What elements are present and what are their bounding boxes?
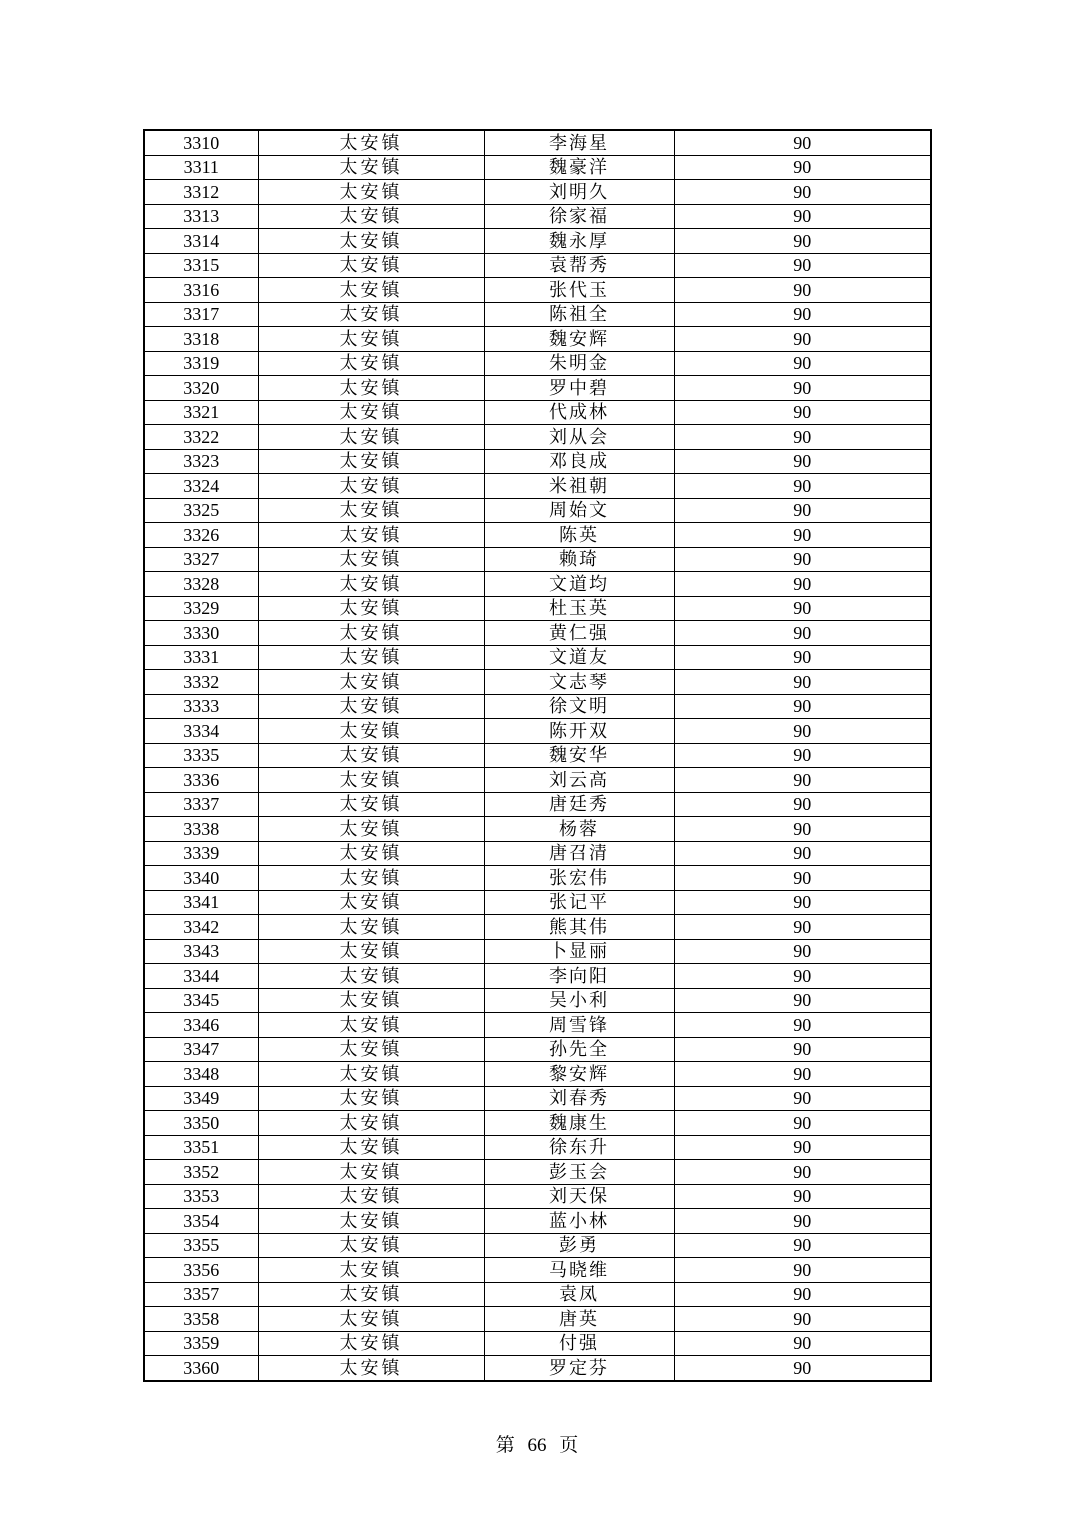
row-index-cell: 3337: [144, 792, 258, 817]
score-cell: 90: [674, 547, 931, 572]
table-row: [144, 988, 931, 1013]
score-cell: 90: [674, 425, 931, 450]
score-cell: 90: [674, 1184, 931, 1209]
town-cell: 太安镇: [258, 229, 484, 254]
table-row: [144, 400, 931, 425]
score-cell: 90: [674, 1160, 931, 1185]
name-cell: 文志琴: [484, 670, 674, 695]
score-cell: 90: [674, 596, 931, 621]
score-cell: 90: [674, 890, 931, 915]
town-cell: 太安镇: [258, 547, 484, 572]
town-cell: 太安镇: [258, 841, 484, 866]
row-index-cell: 3319: [144, 351, 258, 376]
name-cell: 彭勇: [484, 1233, 674, 1258]
name-cell: 魏安辉: [484, 327, 674, 352]
name-cell: 李向阳: [484, 964, 674, 989]
row-index-cell: 3313: [144, 204, 258, 229]
name-cell: 孙先全: [484, 1037, 674, 1062]
table-row: [144, 1258, 931, 1283]
score-cell: 90: [674, 841, 931, 866]
name-cell: 袁帮秀: [484, 253, 674, 278]
table-row: [144, 1111, 931, 1136]
score-cell: 90: [674, 694, 931, 719]
table-row: [144, 645, 931, 670]
row-index-cell: 3338: [144, 817, 258, 842]
row-index-cell: 3314: [144, 229, 258, 254]
name-cell: 文道均: [484, 572, 674, 597]
town-cell: 太安镇: [258, 866, 484, 891]
table-row: [144, 547, 931, 572]
score-cell: 90: [674, 1331, 931, 1356]
score-cell: 90: [674, 939, 931, 964]
score-cell: 90: [674, 351, 931, 376]
score-cell: 90: [674, 1233, 931, 1258]
name-cell: 刘春秀: [484, 1086, 674, 1111]
name-cell: 魏康生: [484, 1111, 674, 1136]
score-cell: 90: [674, 1135, 931, 1160]
row-index-cell: 3333: [144, 694, 258, 719]
page-number: 66: [527, 1435, 547, 1456]
row-index-cell: 3332: [144, 670, 258, 695]
name-cell: 罗定芬: [484, 1356, 674, 1381]
name-cell: 魏永厚: [484, 229, 674, 254]
town-cell: 太安镇: [258, 1331, 484, 1356]
table-row: [144, 817, 931, 842]
row-index-cell: 3349: [144, 1086, 258, 1111]
row-index-cell: 3330: [144, 621, 258, 646]
score-cell: 90: [674, 180, 931, 205]
row-index-cell: 3345: [144, 988, 258, 1013]
row-index-cell: 3325: [144, 498, 258, 523]
score-cell: 90: [674, 572, 931, 597]
name-cell: 卜显丽: [484, 939, 674, 964]
score-cell: 90: [674, 964, 931, 989]
name-cell: 徐文明: [484, 694, 674, 719]
town-cell: 太安镇: [258, 645, 484, 670]
score-cell: 90: [674, 670, 931, 695]
table-row: [144, 253, 931, 278]
town-cell: 太安镇: [258, 1160, 484, 1185]
table-row: [144, 768, 931, 793]
row-index-cell: 3355: [144, 1233, 258, 1258]
score-cell: 90: [674, 523, 931, 548]
row-index-cell: 3357: [144, 1282, 258, 1307]
town-cell: 太安镇: [258, 1307, 484, 1332]
town-cell: 太安镇: [258, 890, 484, 915]
score-cell: 90: [674, 1013, 931, 1038]
town-cell: 太安镇: [258, 621, 484, 646]
row-index-cell: 3323: [144, 449, 258, 474]
table-row: [144, 351, 931, 376]
town-cell: 太安镇: [258, 1209, 484, 1234]
score-cell: 90: [674, 155, 931, 180]
row-index-cell: 3353: [144, 1184, 258, 1209]
row-index-cell: 3317: [144, 302, 258, 327]
town-cell: 太安镇: [258, 376, 484, 401]
row-index-cell: 3312: [144, 180, 258, 205]
name-cell: 刘天保: [484, 1184, 674, 1209]
table-row: [144, 1184, 931, 1209]
town-cell: 太安镇: [258, 155, 484, 180]
name-cell: 赖琦: [484, 547, 674, 572]
town-cell: 太安镇: [258, 792, 484, 817]
table-row: [144, 670, 931, 695]
table-row: [144, 719, 931, 744]
name-cell: 熊其伟: [484, 915, 674, 940]
town-cell: 太安镇: [258, 817, 484, 842]
row-index-cell: 3359: [144, 1331, 258, 1356]
score-cell: 90: [674, 817, 931, 842]
score-cell: 90: [674, 743, 931, 768]
town-cell: 太安镇: [258, 130, 484, 155]
row-index-cell: 3322: [144, 425, 258, 450]
town-cell: 太安镇: [258, 719, 484, 744]
score-cell: 90: [674, 229, 931, 254]
row-index-cell: 3346: [144, 1013, 258, 1038]
town-cell: 太安镇: [258, 1135, 484, 1160]
row-index-cell: 3320: [144, 376, 258, 401]
town-cell: 太安镇: [258, 253, 484, 278]
name-cell: 杨蓉: [484, 817, 674, 842]
name-cell: 刘云高: [484, 768, 674, 793]
score-cell: 90: [674, 253, 931, 278]
table-row: [144, 1037, 931, 1062]
table-row: [144, 1135, 931, 1160]
row-index-cell: 3339: [144, 841, 258, 866]
table-row: [144, 964, 931, 989]
row-index-cell: 3327: [144, 547, 258, 572]
town-cell: 太安镇: [258, 498, 484, 523]
name-cell: 文道友: [484, 645, 674, 670]
row-index-cell: 3360: [144, 1356, 258, 1381]
row-index-cell: 3358: [144, 1307, 258, 1332]
row-index-cell: 3326: [144, 523, 258, 548]
table-row: [144, 915, 931, 940]
table-row: [144, 1282, 931, 1307]
table-row: [144, 278, 931, 303]
row-index-cell: 3348: [144, 1062, 258, 1087]
row-index-cell: 3318: [144, 327, 258, 352]
name-cell: 唐召清: [484, 841, 674, 866]
score-cell: 90: [674, 1209, 931, 1234]
row-index-cell: 3336: [144, 768, 258, 793]
row-index-cell: 3343: [144, 939, 258, 964]
town-cell: 太安镇: [258, 474, 484, 499]
name-cell: 李海星: [484, 130, 674, 155]
score-cell: 90: [674, 302, 931, 327]
name-cell: 唐廷秀: [484, 792, 674, 817]
score-cell: 90: [674, 1062, 931, 1087]
town-cell: 太安镇: [258, 768, 484, 793]
row-index-cell: 3316: [144, 278, 258, 303]
town-cell: 太安镇: [258, 1356, 484, 1381]
table-row: [144, 229, 931, 254]
score-cell: 90: [674, 1086, 931, 1111]
record-table-body: [144, 130, 931, 1381]
name-cell: 刘从会: [484, 425, 674, 450]
row-index-cell: 3321: [144, 400, 258, 425]
table-row: [144, 1062, 931, 1087]
page-footer: [0, 1430, 1074, 1457]
name-cell: 蓝小林: [484, 1209, 674, 1234]
name-cell: 邓良成: [484, 449, 674, 474]
table-row: [144, 1086, 931, 1111]
town-cell: 太安镇: [258, 1013, 484, 1038]
town-cell: 太安镇: [258, 1233, 484, 1258]
name-cell: 罗中碧: [484, 376, 674, 401]
row-index-cell: 3328: [144, 572, 258, 597]
town-cell: 太安镇: [258, 351, 484, 376]
row-index-cell: 3311: [144, 155, 258, 180]
table-row: [144, 425, 931, 450]
table-row: [144, 621, 931, 646]
score-cell: 90: [674, 1258, 931, 1283]
row-index-cell: 3331: [144, 645, 258, 670]
name-cell: 吴小利: [484, 988, 674, 1013]
name-cell: 张代玉: [484, 278, 674, 303]
town-cell: 太安镇: [258, 278, 484, 303]
table-row: [144, 1233, 931, 1258]
table-row: [144, 1356, 931, 1381]
table-row: [144, 596, 931, 621]
score-cell: 90: [674, 1037, 931, 1062]
name-cell: 徐东升: [484, 1135, 674, 1160]
score-cell: 90: [674, 719, 931, 744]
row-index-cell: 3350: [144, 1111, 258, 1136]
row-index-cell: 3329: [144, 596, 258, 621]
score-cell: 90: [674, 130, 931, 155]
score-cell: 90: [674, 621, 931, 646]
score-cell: 90: [674, 988, 931, 1013]
table-row: [144, 180, 931, 205]
score-cell: 90: [674, 278, 931, 303]
name-cell: 周始文: [484, 498, 674, 523]
name-cell: 朱明金: [484, 351, 674, 376]
table-row: [144, 523, 931, 548]
town-cell: 太安镇: [258, 523, 484, 548]
row-index-cell: 3340: [144, 866, 258, 891]
town-cell: 太安镇: [258, 915, 484, 940]
town-cell: 太安镇: [258, 670, 484, 695]
town-cell: 太安镇: [258, 964, 484, 989]
row-index-cell: 3344: [144, 964, 258, 989]
town-cell: 太安镇: [258, 425, 484, 450]
name-cell: 马晓维: [484, 1258, 674, 1283]
table-row: [144, 449, 931, 474]
score-cell: 90: [674, 768, 931, 793]
name-cell: 付强: [484, 1331, 674, 1356]
row-index-cell: 3315: [144, 253, 258, 278]
table-row: [144, 939, 931, 964]
table-row: [144, 572, 931, 597]
table-row: [144, 890, 931, 915]
town-cell: 太安镇: [258, 180, 484, 205]
town-cell: 太安镇: [258, 1086, 484, 1111]
name-cell: 杜玉英: [484, 596, 674, 621]
score-cell: 90: [674, 204, 931, 229]
page-footer-suffix: 页: [559, 1435, 579, 1456]
table-row: [144, 792, 931, 817]
page-footer-prefix: 第: [495, 1435, 515, 1456]
town-cell: 太安镇: [258, 939, 484, 964]
name-cell: 代成林: [484, 400, 674, 425]
name-cell: 张宏伟: [484, 866, 674, 891]
town-cell: 太安镇: [258, 449, 484, 474]
row-index-cell: 3347: [144, 1037, 258, 1062]
town-cell: 太安镇: [258, 400, 484, 425]
name-cell: 陈祖全: [484, 302, 674, 327]
town-cell: 太安镇: [258, 327, 484, 352]
town-cell: 太安镇: [258, 1037, 484, 1062]
row-index-cell: 3354: [144, 1209, 258, 1234]
score-cell: 90: [674, 866, 931, 891]
row-index-cell: 3324: [144, 474, 258, 499]
score-cell: 90: [674, 645, 931, 670]
town-cell: 太安镇: [258, 1184, 484, 1209]
town-cell: 太安镇: [258, 1282, 484, 1307]
name-cell: 黄仁强: [484, 621, 674, 646]
score-cell: 90: [674, 1307, 931, 1332]
town-cell: 太安镇: [258, 694, 484, 719]
name-cell: 袁凤: [484, 1282, 674, 1307]
score-cell: 90: [674, 376, 931, 401]
row-index-cell: 3341: [144, 890, 258, 915]
name-cell: 米祖朝: [484, 474, 674, 499]
name-cell: 魏豪洋: [484, 155, 674, 180]
row-index-cell: 3356: [144, 1258, 258, 1283]
score-cell: 90: [674, 474, 931, 499]
table-row: [144, 1331, 931, 1356]
name-cell: 唐英: [484, 1307, 674, 1332]
table-row: [144, 1013, 931, 1038]
town-cell: 太安镇: [258, 1258, 484, 1283]
town-cell: 太安镇: [258, 988, 484, 1013]
table-row: [144, 1307, 931, 1332]
row-index-cell: 3335: [144, 743, 258, 768]
row-index-cell: 3334: [144, 719, 258, 744]
row-index-cell: 3310: [144, 130, 258, 155]
score-cell: 90: [674, 498, 931, 523]
table-row: [144, 155, 931, 180]
score-cell: 90: [674, 915, 931, 940]
town-cell: 太安镇: [258, 743, 484, 768]
table-row: [144, 376, 931, 401]
table-row: [144, 1209, 931, 1234]
score-cell: 90: [674, 327, 931, 352]
row-index-cell: 3351: [144, 1135, 258, 1160]
name-cell: 黎安辉: [484, 1062, 674, 1087]
score-cell: 90: [674, 1111, 931, 1136]
table-row: [144, 498, 931, 523]
score-cell: 90: [674, 1282, 931, 1307]
town-cell: 太安镇: [258, 596, 484, 621]
row-index-cell: 3342: [144, 915, 258, 940]
name-cell: 刘明久: [484, 180, 674, 205]
town-cell: 太安镇: [258, 204, 484, 229]
table-row: [144, 327, 931, 352]
table-row: [144, 866, 931, 891]
table-row: [144, 130, 931, 155]
table-row: [144, 841, 931, 866]
table-row: [144, 694, 931, 719]
score-cell: 90: [674, 449, 931, 474]
score-cell: 90: [674, 400, 931, 425]
town-cell: 太安镇: [258, 1111, 484, 1136]
name-cell: 魏安华: [484, 743, 674, 768]
row-index-cell: 3352: [144, 1160, 258, 1185]
town-cell: 太安镇: [258, 302, 484, 327]
name-cell: 张记平: [484, 890, 674, 915]
record-table: [143, 129, 932, 1382]
name-cell: 陈开双: [484, 719, 674, 744]
table-row: [144, 1160, 931, 1185]
name-cell: 徐家福: [484, 204, 674, 229]
town-cell: 太安镇: [258, 572, 484, 597]
table-row: [144, 204, 931, 229]
table-row: [144, 474, 931, 499]
table-row: [144, 302, 931, 327]
name-cell: 陈英: [484, 523, 674, 548]
name-cell: 周雪锋: [484, 1013, 674, 1038]
name-cell: 彭玉会: [484, 1160, 674, 1185]
town-cell: 太安镇: [258, 1062, 484, 1087]
score-cell: 90: [674, 1356, 931, 1381]
table-row: [144, 743, 931, 768]
score-cell: 90: [674, 792, 931, 817]
